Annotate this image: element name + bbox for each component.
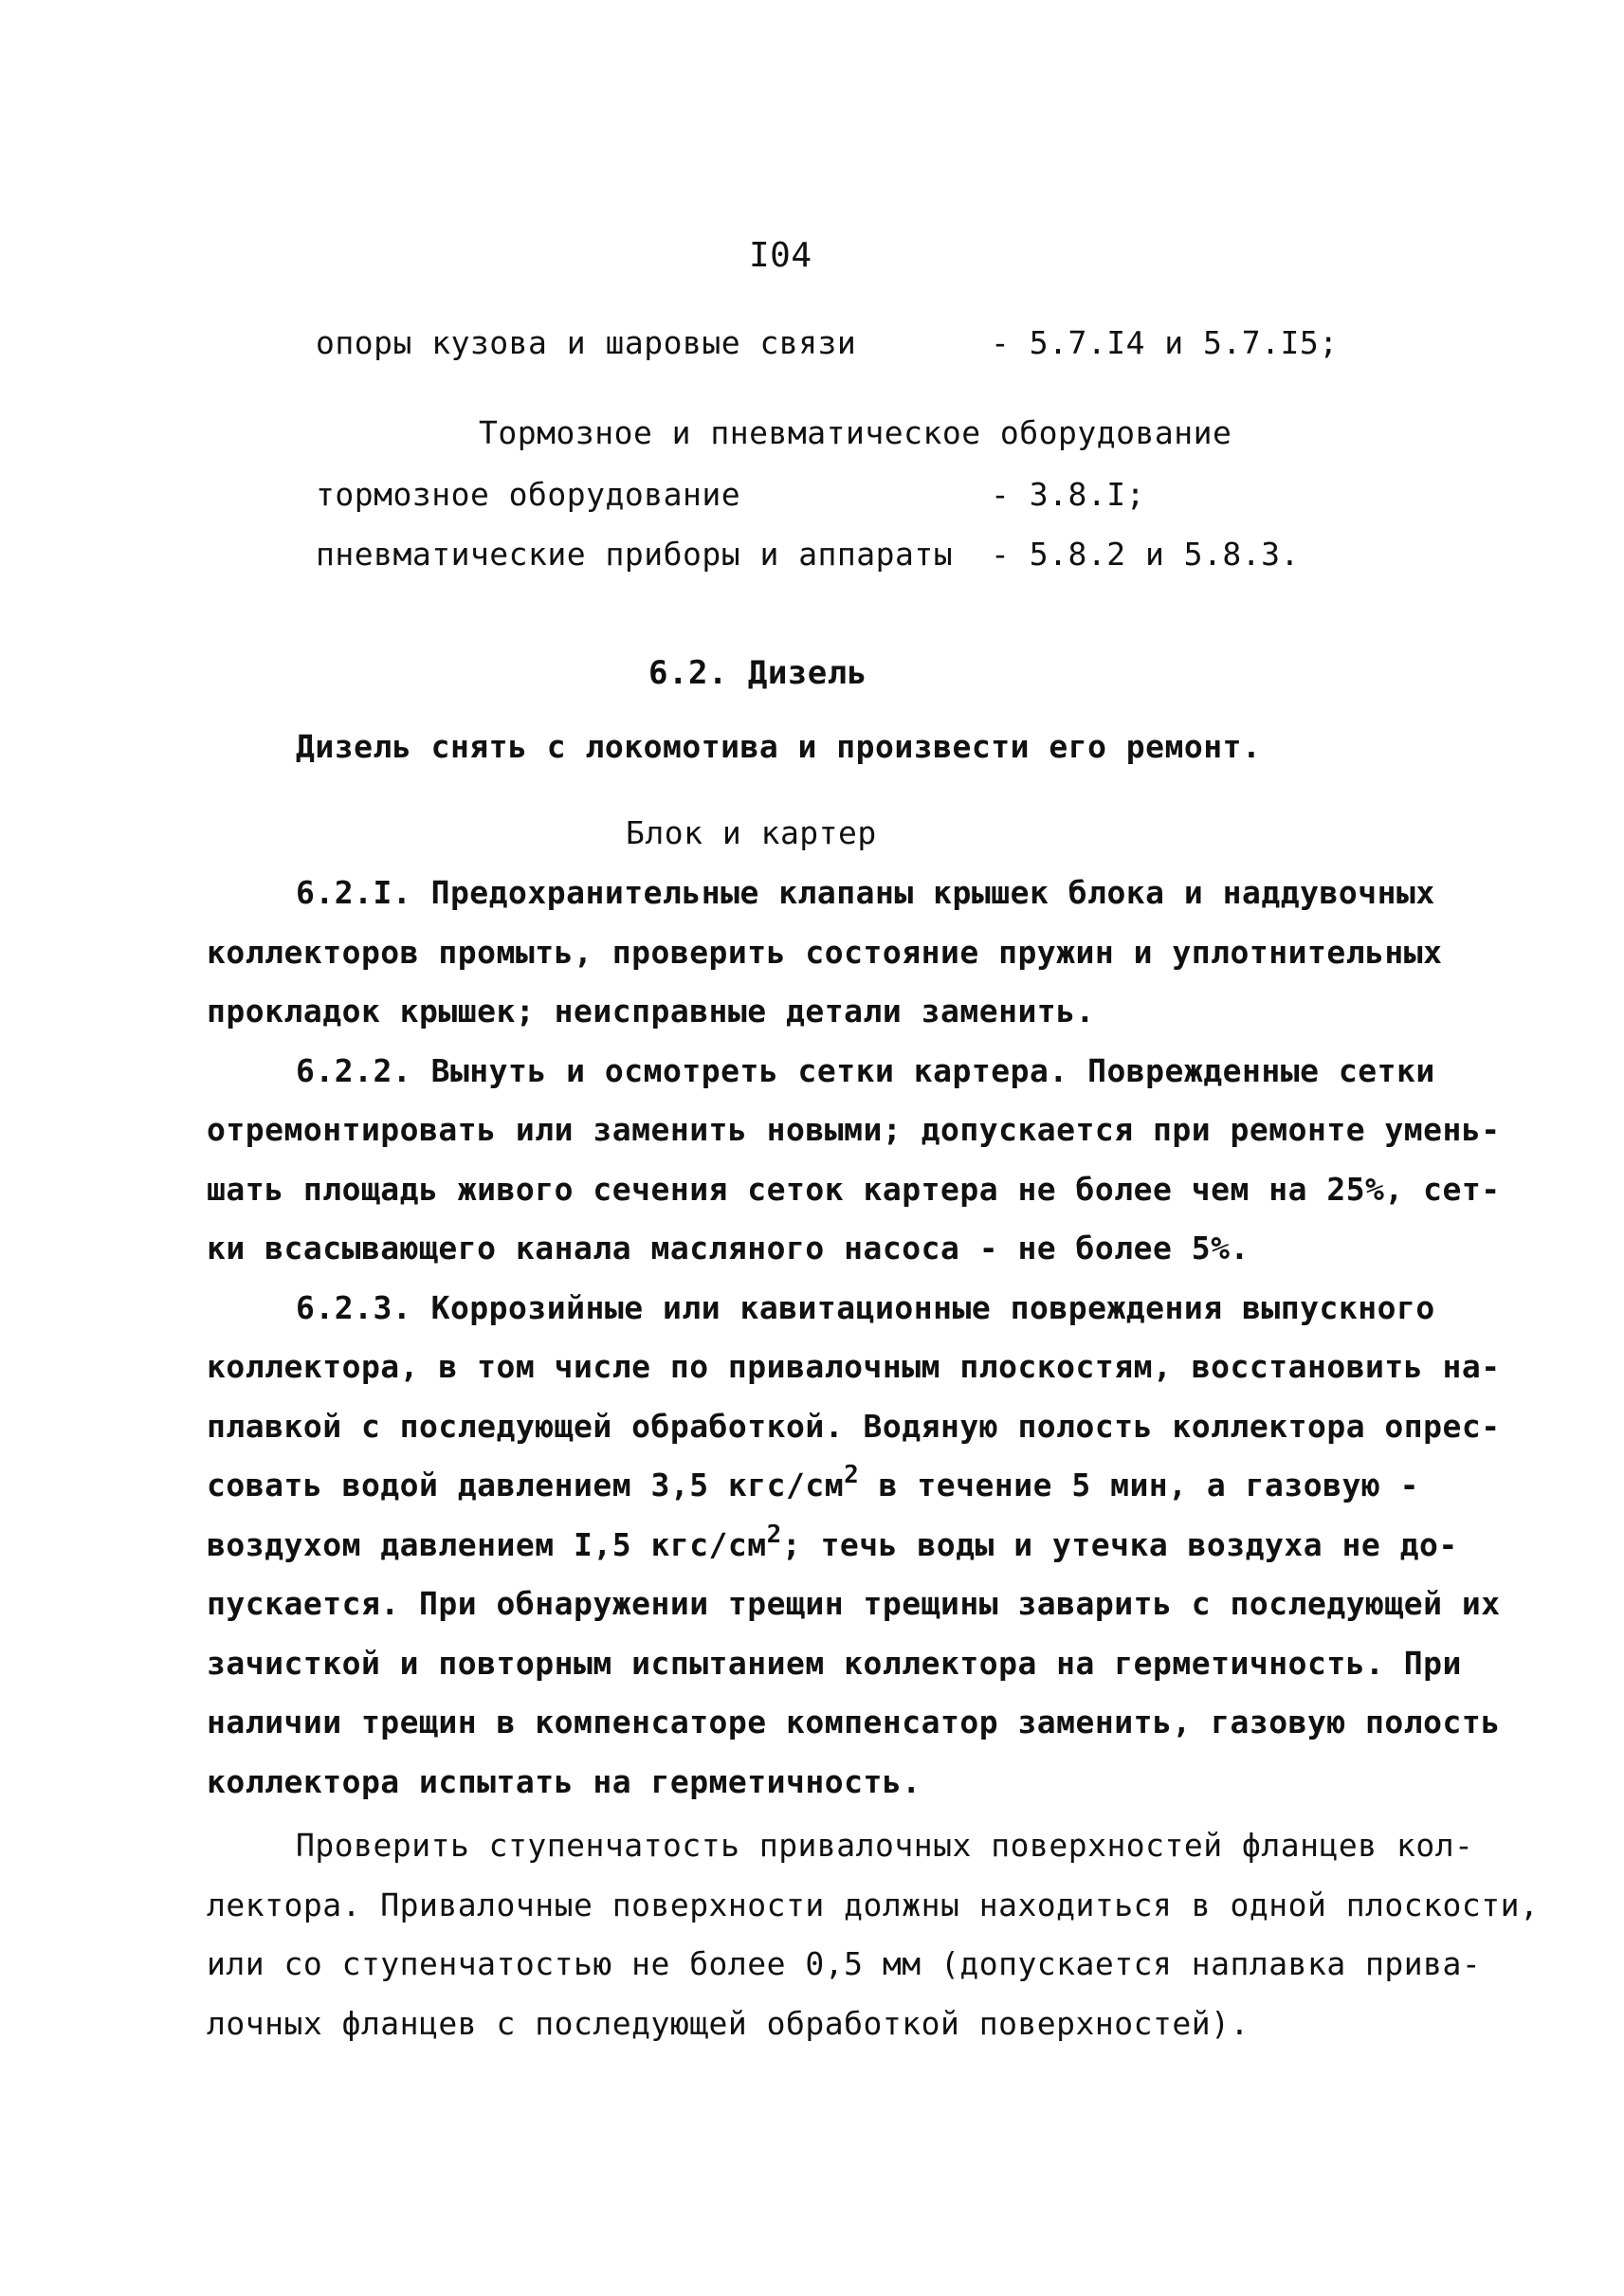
line-text: ; течь воды и утечка воздуха не до- bbox=[781, 1526, 1458, 1563]
paragraph-line: 6.2.I. Предохранительные клапаны крышек блока и наддувочных bbox=[296, 874, 1435, 911]
paragraph-line: 6.2.3. Коррозийные или кавитационные повреждения выпускного bbox=[296, 1289, 1435, 1326]
paragraph-line: плавкой с последующей обработкой. Водяную полость коллектора опрес- bbox=[207, 1408, 1501, 1445]
paragraph-line: коллектора, в том числе по привалочным плоскостям, восстановить на- bbox=[207, 1348, 1501, 1385]
paragraph-line: лектора. Привалочные поверхности должны находиться в одной плоскости, bbox=[207, 1886, 1540, 1923]
page-number: I04 bbox=[749, 236, 812, 275]
section-heading: 6.2. Дизель bbox=[648, 654, 867, 692]
paragraph-line: ки всасывающего канала масляного насоса - не более 5%. bbox=[207, 1230, 1250, 1266]
paragraph-line bbox=[207, 1521, 1458, 1563]
subsection-title: Тормозное и пневматическое оборудование bbox=[479, 414, 1232, 451]
list-item-label: тормозное оборудование bbox=[316, 476, 741, 513]
paragraph-line: лочных фланцев с последующей обработкой поверхностей). bbox=[207, 2005, 1250, 2042]
paragraph-line: Проверить ступенчатость привалочных поверхностей фланцев кол- bbox=[296, 1827, 1474, 1864]
paragraph-line: 6.2.2. Вынуть и осмотреть сетки картера. Поврежденные сетки bbox=[296, 1052, 1435, 1089]
paragraph-line: отремонтировать или заменить новыми; допускается при ремонте умень- bbox=[207, 1111, 1501, 1148]
paragraph-line: зачисткой и повторным испытанием коллектора на герметичность. При bbox=[207, 1645, 1462, 1682]
section-intro: Дизель снять с локомотива и произвести его ремонт. bbox=[296, 728, 1262, 765]
line-text: в течение 5 мин, а газовую - bbox=[859, 1467, 1419, 1503]
paragraph-line: прокладок крышек; неисправные детали заменить. bbox=[207, 993, 1095, 1030]
line-text: совать водой давлением 3,5 кгс/см bbox=[207, 1467, 845, 1503]
superscript: 2 bbox=[844, 1461, 860, 1489]
list-item-reference: - 5.7.I4 и 5.7.I5; bbox=[991, 324, 1339, 361]
superscript: 2 bbox=[766, 1521, 782, 1549]
list-item-reference: - 5.8.2 и 5.8.3. bbox=[991, 536, 1300, 573]
list-item-reference: - 3.8.I; bbox=[991, 476, 1145, 513]
paragraph-line: коллекторов промыть, проверить состояние пружин и уплотнительных bbox=[207, 934, 1443, 971]
paragraph-line: шать площадь живого сечения сеток картера не более чем на 25%, сет- bbox=[207, 1171, 1501, 1208]
line-text: воздухом давлением I,5 кгс/см bbox=[207, 1526, 767, 1563]
paragraph-line: пускается. При обнаружении трещин трещины заварить с последующей их bbox=[207, 1585, 1501, 1622]
paragraph-line: или со ступенчатостью не более 0,5 мм (допускается наплавка прива- bbox=[207, 1945, 1482, 1982]
paragraph-line bbox=[207, 1461, 1419, 1503]
list-item-label: пневматические приборы и аппараты bbox=[316, 536, 954, 573]
list-item-label: опоры кузова и шаровые связи bbox=[316, 324, 857, 361]
paragraph-line: коллектора испытать на герметичность. bbox=[207, 1763, 921, 1800]
paragraph-line: наличии трещин в компенсаторе компенсатор заменить, газовую полость bbox=[207, 1704, 1501, 1740]
subsection-heading: Блок и картер bbox=[626, 814, 877, 851]
